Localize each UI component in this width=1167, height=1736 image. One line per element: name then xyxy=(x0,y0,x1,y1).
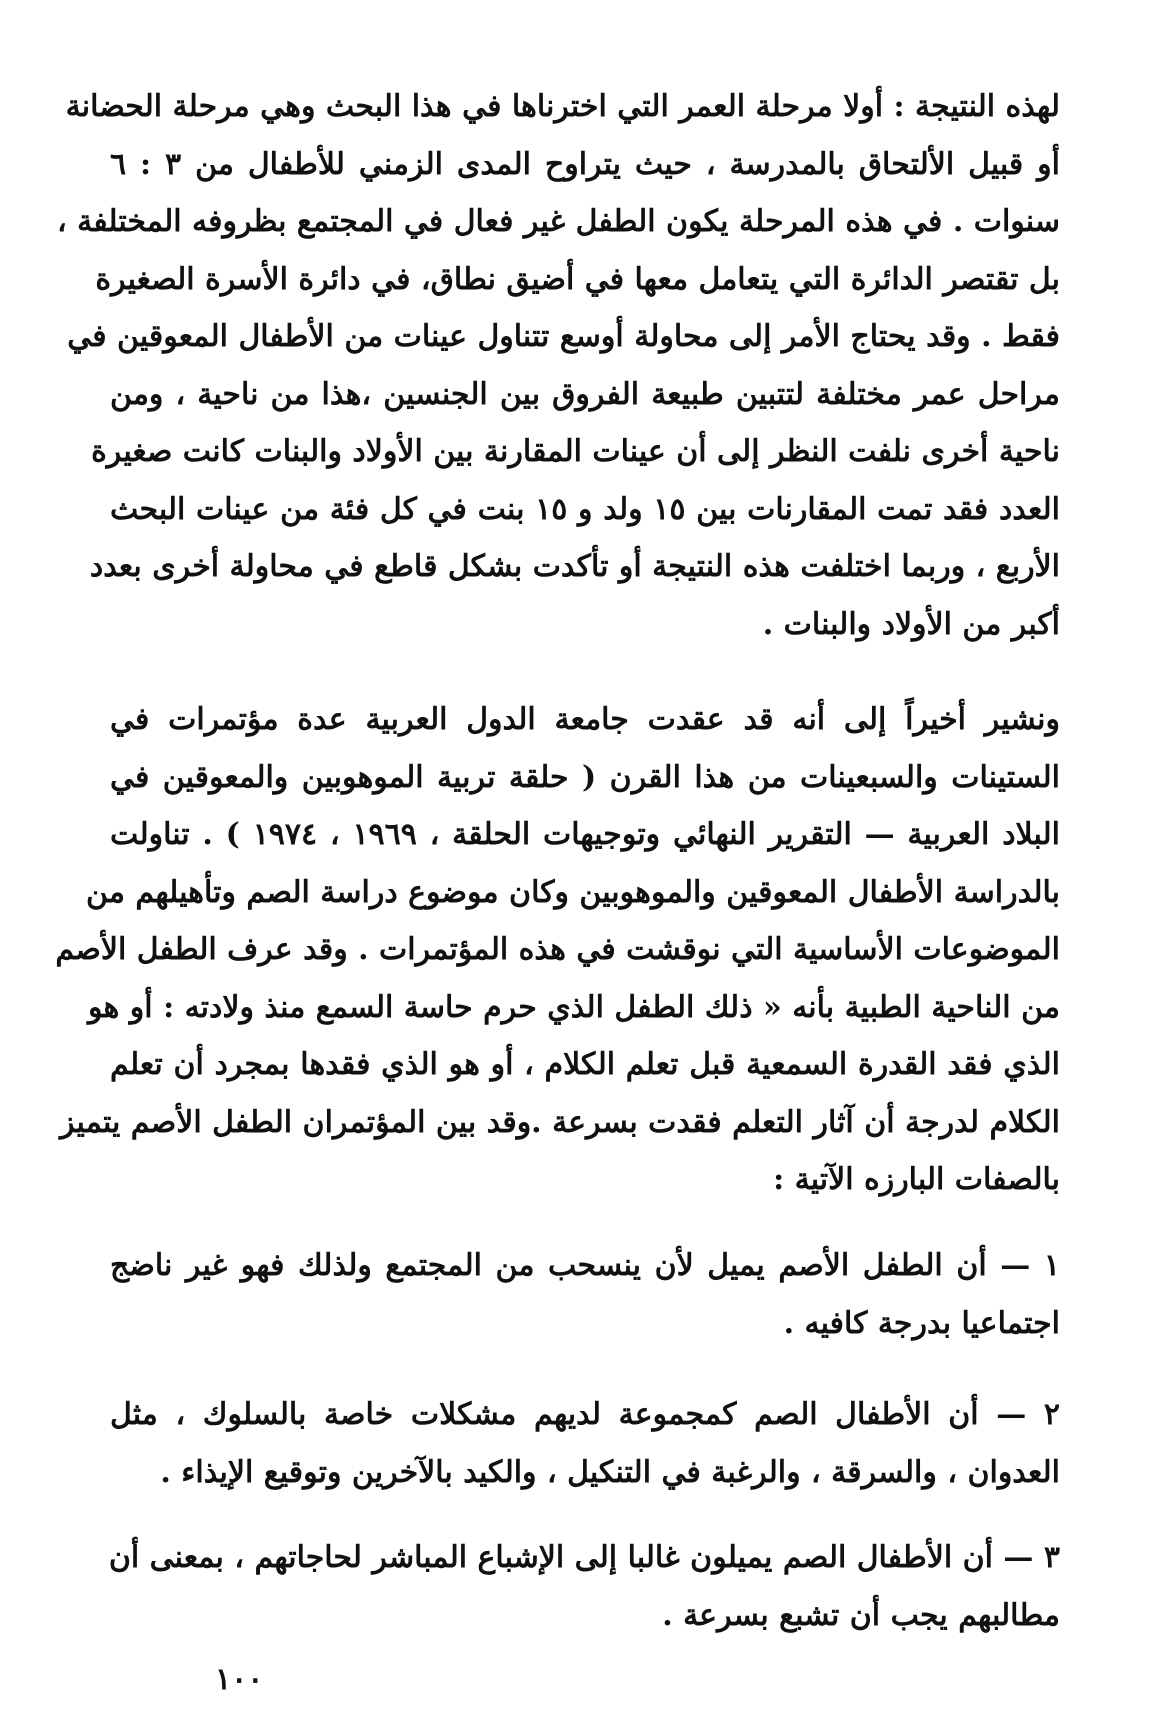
text-line: الأربع ، وربما اختلفت هذه النتيجة أو تأكدت بشكل قاطع في محاولة أخرى بعدد xyxy=(89,549,1060,584)
text-line: سنوات . في هذه المرحلة يكون الطفل غير فعال في المجتمع بظروفه المختلفة ، xyxy=(57,204,1060,239)
text-line: العدوان ، والسرقة ، والرغبة في التنكيل ، والكيد بالآخرين وتوقيع الإيذاء . xyxy=(160,1454,1060,1490)
text-line: مطالبهم يجب أن تشبع بسرعة . xyxy=(662,1597,1060,1633)
text-line: الكلام لدرجة أن آثار التعلم فقدت بسرعة .وقد بين المؤتمران الطفل الأصم يتميز xyxy=(60,1104,1060,1140)
text-line: بالصفات البارزه الآتية : xyxy=(773,1162,1060,1197)
text-line: العدد فقد تمت المقارنات بين ١٥ ولد و ١٥ بنت في كل فئة من عينات البحث xyxy=(110,491,1060,527)
text-line: ١ — أن الطفل الأصم يميل لأن ينسحب من المجتمع ولذلك فهو غير ناضج xyxy=(110,1248,1060,1283)
text-line: فقط . وقد يحتاج الأمر إلى محاولة أوسع تتناول عينات من الأطفال المعوقين في xyxy=(67,319,1060,354)
text-line: ناحية أخرى نلفت النظر إلى أن عينات المقارنة بين الأولاد والبنات كانت صغيرة xyxy=(91,434,1060,469)
text-line: من الناحية الطبية بأنه « ذلك الطفل الذي حرم حاسة السمع منذ ولادته : أو هو xyxy=(88,989,1060,1025)
text-line: البلاد العربية — التقرير النهائي وتوجيهات الحلقة ، ١٩٦٩ ، ١٩٧٤ ) . تناولت xyxy=(110,817,1060,852)
list-item-1 xyxy=(110,1237,1060,1352)
text-line: ٢ — أن الأطفال الصم كمجموعة لديهم مشكلات خاصة بالسلوك ، مثل xyxy=(110,1397,1060,1432)
text-line: بالدراسة الأطفال المعوقين والموهوبين وكان موضوع دراسة الصم وتأهيلهم من xyxy=(86,874,1060,910)
text-line: لهذه النتيجة : أولا مرحلة العمر التي اخترناها في هذا البحث وهي مرحلة الحضانة xyxy=(65,89,1060,124)
text-line: ٣ — أن الأطفال الصم يميلون غالبا إلى الإشباع المباشر لحاجاتهم ، بمعنى أن xyxy=(108,1540,1060,1575)
paragraph-results-note xyxy=(57,78,1061,653)
text-line: مراحل عمر مختلفة لتتبين طبيعة الفروق بين الجنسين ،هذا من ناحية ، ومن xyxy=(110,376,1060,412)
text-line: اجتماعيا بدرجة كافيه . xyxy=(783,1305,1060,1341)
page-number: ١٠٠ xyxy=(215,1662,264,1697)
text-line: أكبر من الأولاد والبنات . xyxy=(762,606,1060,642)
text-line: ونشير أخيراً إلى أنه قد عقدت جامعة الدول العربية عدة مؤتمرات في xyxy=(110,702,1060,737)
paragraph-arab-league-conferences xyxy=(55,691,1060,1209)
text-line: الذي فقد القدرة السمعية قبل تعلم الكلام ، أو هو الذي فقدها بمجرد أن تعلم xyxy=(110,1047,1060,1082)
text-line: أو قبيل الألتحاق بالمدرسة ، حيث يتراوح المدى الزمني للأطفال من ٣ : ٦ xyxy=(110,146,1061,182)
text-line: بل تقتصر الدائرة التي يتعامل معها في أضيق نطاق، في دائرة الأسرة الصغيرة xyxy=(95,261,1060,297)
text-line: الستينات والسبعينات من هذا القرن ( حلقة تربية الموهوبين والمعوقين في xyxy=(110,759,1060,795)
text-line: الموضوعات الأساسية التي نوقشت في هذه المؤتمرات . وقد عرف الطفل الأصم xyxy=(55,932,1060,967)
list-item-2 xyxy=(110,1386,1060,1501)
list-item-3 xyxy=(110,1529,1060,1644)
